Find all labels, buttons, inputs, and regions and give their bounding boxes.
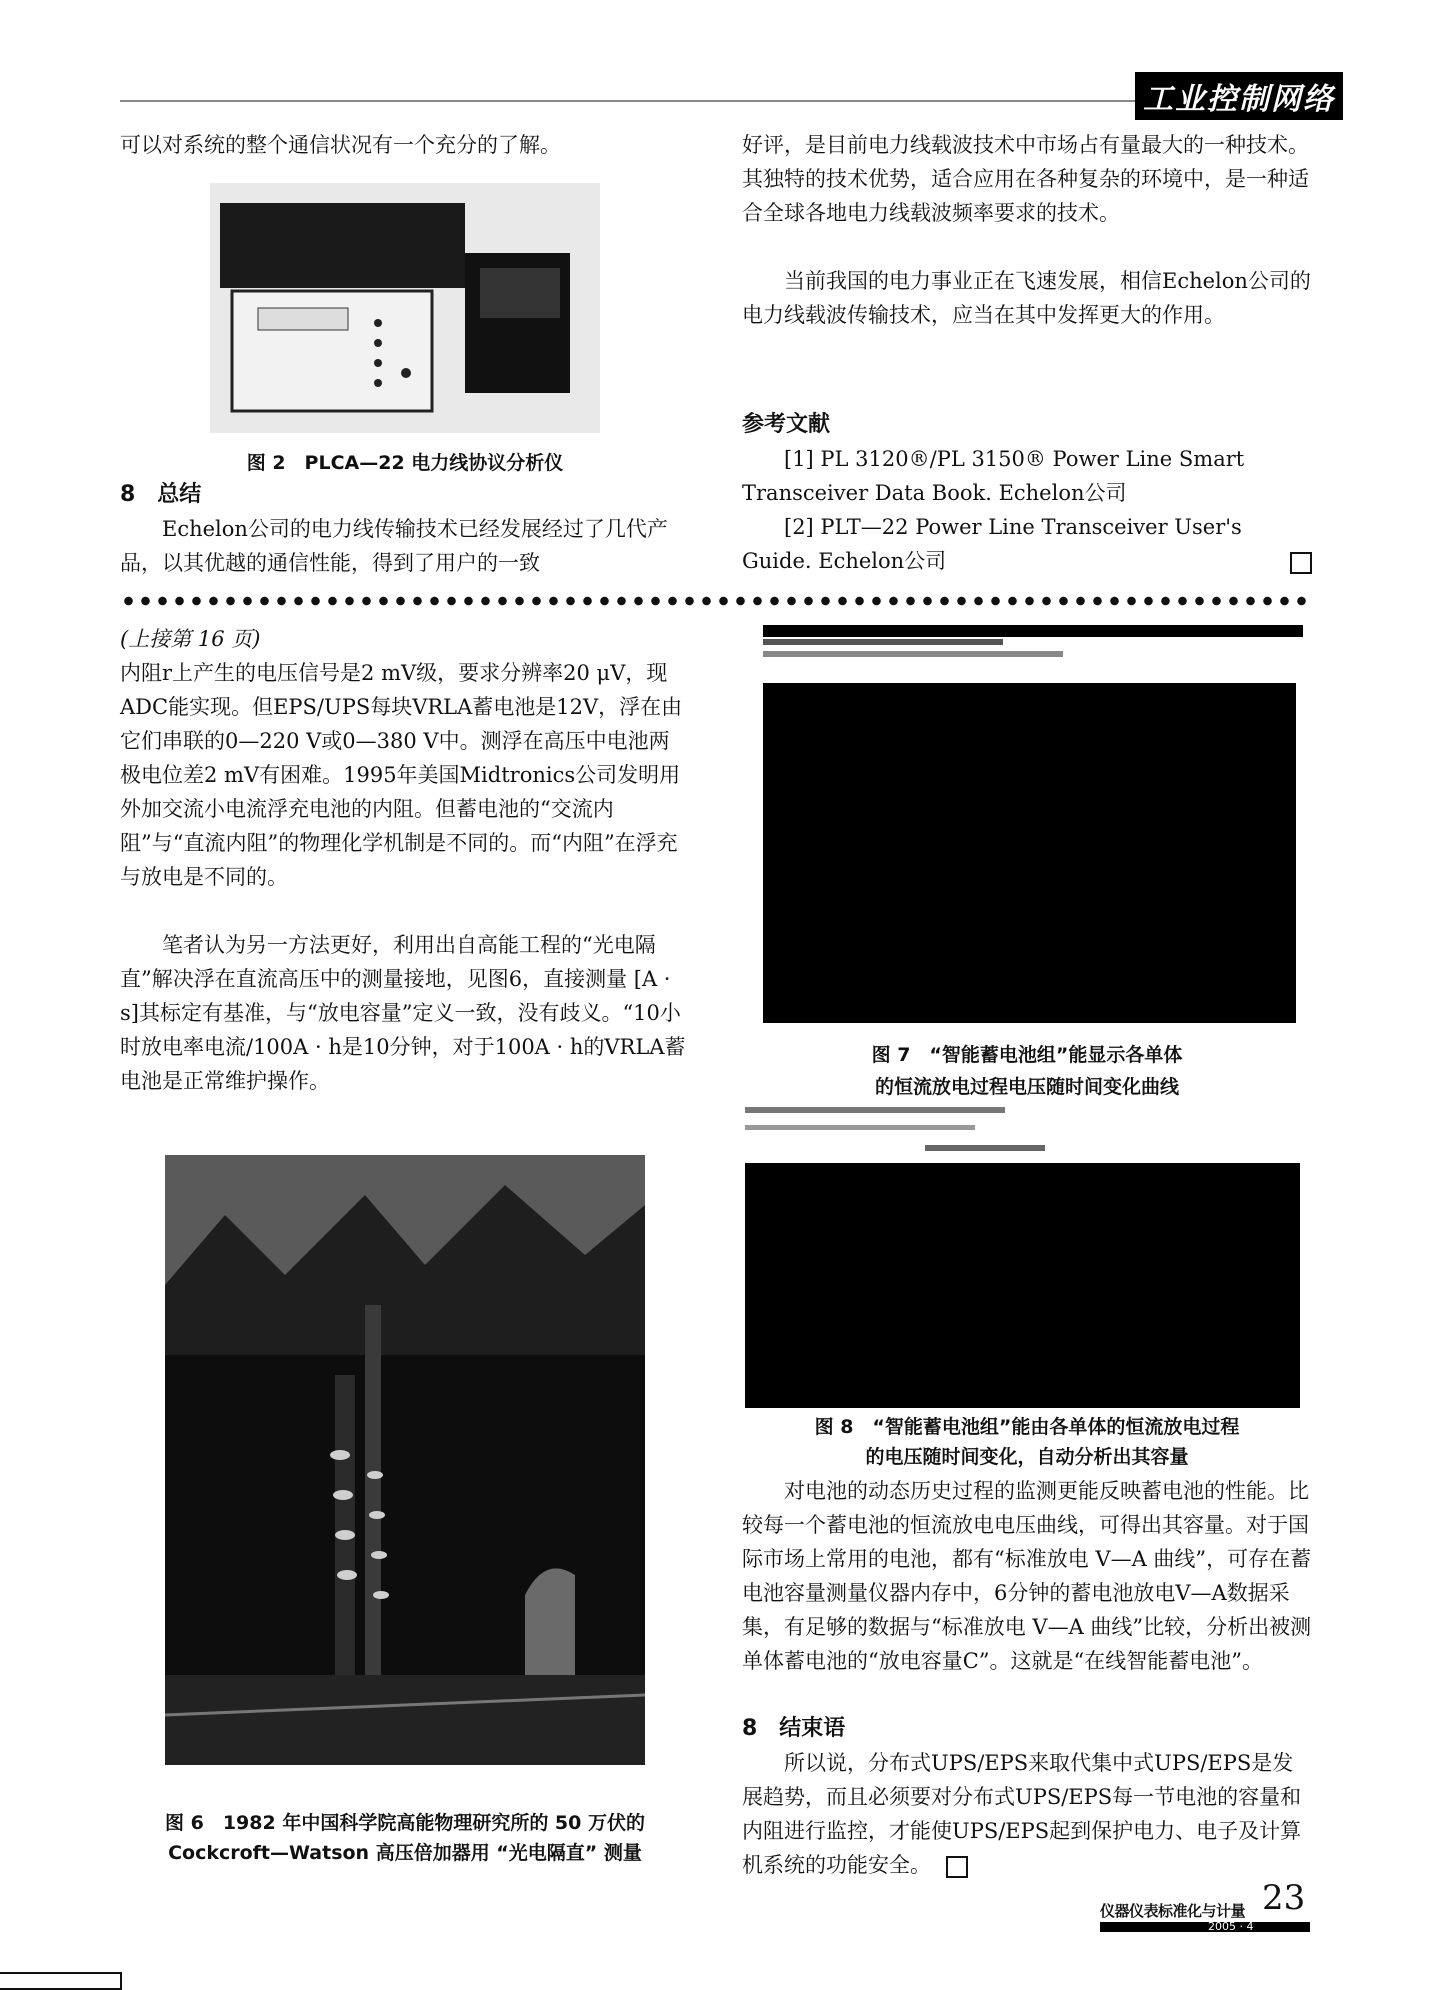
accelerator-illustration [165, 1155, 645, 1765]
figure-6-photo [165, 1155, 645, 1765]
reference-1: [1] PL 3120®/PL 3150® Power Line Smart Transceiver Data Book. Echelon公司 [742, 447, 1245, 505]
left-bottom-para-2: 笔者认为另一方法更好，利用出自高能工程的“光电隔直”解决浮在直流高压中的测量接地，见图6，直接测量 [A · s]其标定有基准，与“放电容量”定义一致，没有歧义。“10小时放电率电流/100A · h是10分钟，对于100A · h的VRLA蓄电池是正常维护操作。 [120, 933, 686, 1093]
figure-2-caption: 图 2 PLCA—22 电力线协议分析仪 [246, 452, 564, 474]
header-rule [120, 100, 1220, 102]
references-heading: 参考文献 [742, 412, 831, 437]
conclusion-end-mark-box [946, 1856, 968, 1878]
conclusion-paragraph [742, 1746, 1312, 1882]
figure-8-caption-line-2: 的电压随时间变化，自动分析出其容量 [865, 1446, 1189, 1468]
footer-journal-title: 仪器仪表标准化与计量 [1100, 1902, 1246, 1920]
summary-paragraph: Echelon公司的电力线传输技术已经发展经过了几代产品，以其优越的通信性能，得到了用户的一致 [120, 517, 668, 575]
right-top-para-1: 好评，是目前电力线载波技术中市场占有量最大的一种技术。其独特的技术优势，适合应用在各种复杂的环境中，是一种适合全球各地电力线载波频率要求的技术。 [742, 133, 1309, 225]
reference-2-text: [2] PLT—22 Power Line Transceiver User's Guide. Echelon公司 [742, 515, 1242, 573]
figure-7-caption-line-2: 的恒流放电过程电压随时间变化曲线 [874, 1076, 1179, 1098]
footer-bar [1100, 1922, 1310, 1932]
dotted-separator [120, 595, 1312, 607]
figure-7-screenshot [763, 625, 1303, 1025]
analyzer-illustration [210, 183, 600, 433]
figure-7-caption-line-1: 图 7 “智能蓄电池组”能显示各单体 [871, 1044, 1183, 1066]
figure-6-caption-line-2: Cockcroft—Watson 高压倍加器用 “光电隔直” 测量 [168, 1842, 642, 1864]
figure-8-toolbar-2 [745, 1125, 975, 1130]
right-top-para-2: 当前我国的电力事业正在飞速发展，相信Echelon公司的电力线载波传输技术，应当在其中发挥更大的作用。 [742, 269, 1311, 327]
section-8-heading: 8 总结 [120, 482, 202, 507]
footer-issue: 2005 · 4 [1208, 1920, 1254, 1933]
figure-7-titlebar [763, 625, 1303, 637]
header-journal-title: 工业控制网络 [1135, 72, 1343, 120]
figure-6-caption-line-1: 图 6 1982 年中国科学院高能物理研究所的 50 万伏的 [164, 1812, 645, 1834]
figure-7-toolbar [763, 651, 1063, 657]
figure-8-screenshot [745, 1105, 1305, 1410]
continued-from-note: (上接第 16 页) [120, 627, 261, 651]
left-bottom-para-1: 内阻r上产生的电压信号是2 mV级，要求分辨率20 μV，现ADC能实现。但EPS/UPS每块VRLA蓄电池是12V，浮在由它们串联的0—220 V或0—380 V中。测浮在高压中电池两极电位差2 mV有困难。1995年美国Midtronics公司发明用外加交流小电流浮充电池的内阻。但蓄电池的“交流内阻”与“直流内阻”的物理化学机制是不同的。而“内阻”在浮充与放电是不同的。 [120, 661, 683, 889]
end-mark-box [1290, 552, 1312, 574]
conclusion-text: 所以说，分布式UPS/EPS来取代集中式UPS/EPS是发展趋势，而且必须要对分布式UPS/EPS每一节电池的容量和内阻进行监控，才能使UPS/EPS起到保护电力、电子及计算机系统的功能安全。 [742, 1751, 1302, 1877]
right-bottom-para-1: 对电池的动态历史过程的监测更能反映蓄电池的性能。比较每一个蓄电池的恒流放电电压曲线，可得出其容量。对于国际市场上常用的电池，都有“标准放电 V—A 曲线”，可存在蓄电池容量测量仪器内存中，6分钟的蓄电池放电V—A数据采集，有足够的数据与“标准放电 V—A 曲线”比较，分析出被测单体蓄电池的“放电容量C”。这就是“在线智能蓄电池”。 [742, 1479, 1312, 1673]
figure-7-plot-area [763, 683, 1296, 1023]
figure-2-photo [210, 183, 600, 433]
footer-page-number: 23 [1262, 1878, 1306, 1918]
figure-8-status [925, 1145, 1045, 1151]
intro-line: 可以对系统的整个通信状况有一个充分的了解。 [120, 133, 561, 157]
figure-8-toolbar [745, 1107, 1005, 1113]
figure-8-caption-line-1: 图 8 “智能蓄电池组”能由各单体的恒流放电过程 [814, 1416, 1240, 1438]
figure-8-plot-area [745, 1163, 1300, 1408]
conclusion-heading: 8 结束语 [742, 1716, 846, 1741]
reference-2 [742, 510, 1312, 578]
figure-7-menubar [763, 639, 1003, 645]
corner-frame [0, 1972, 122, 1990]
